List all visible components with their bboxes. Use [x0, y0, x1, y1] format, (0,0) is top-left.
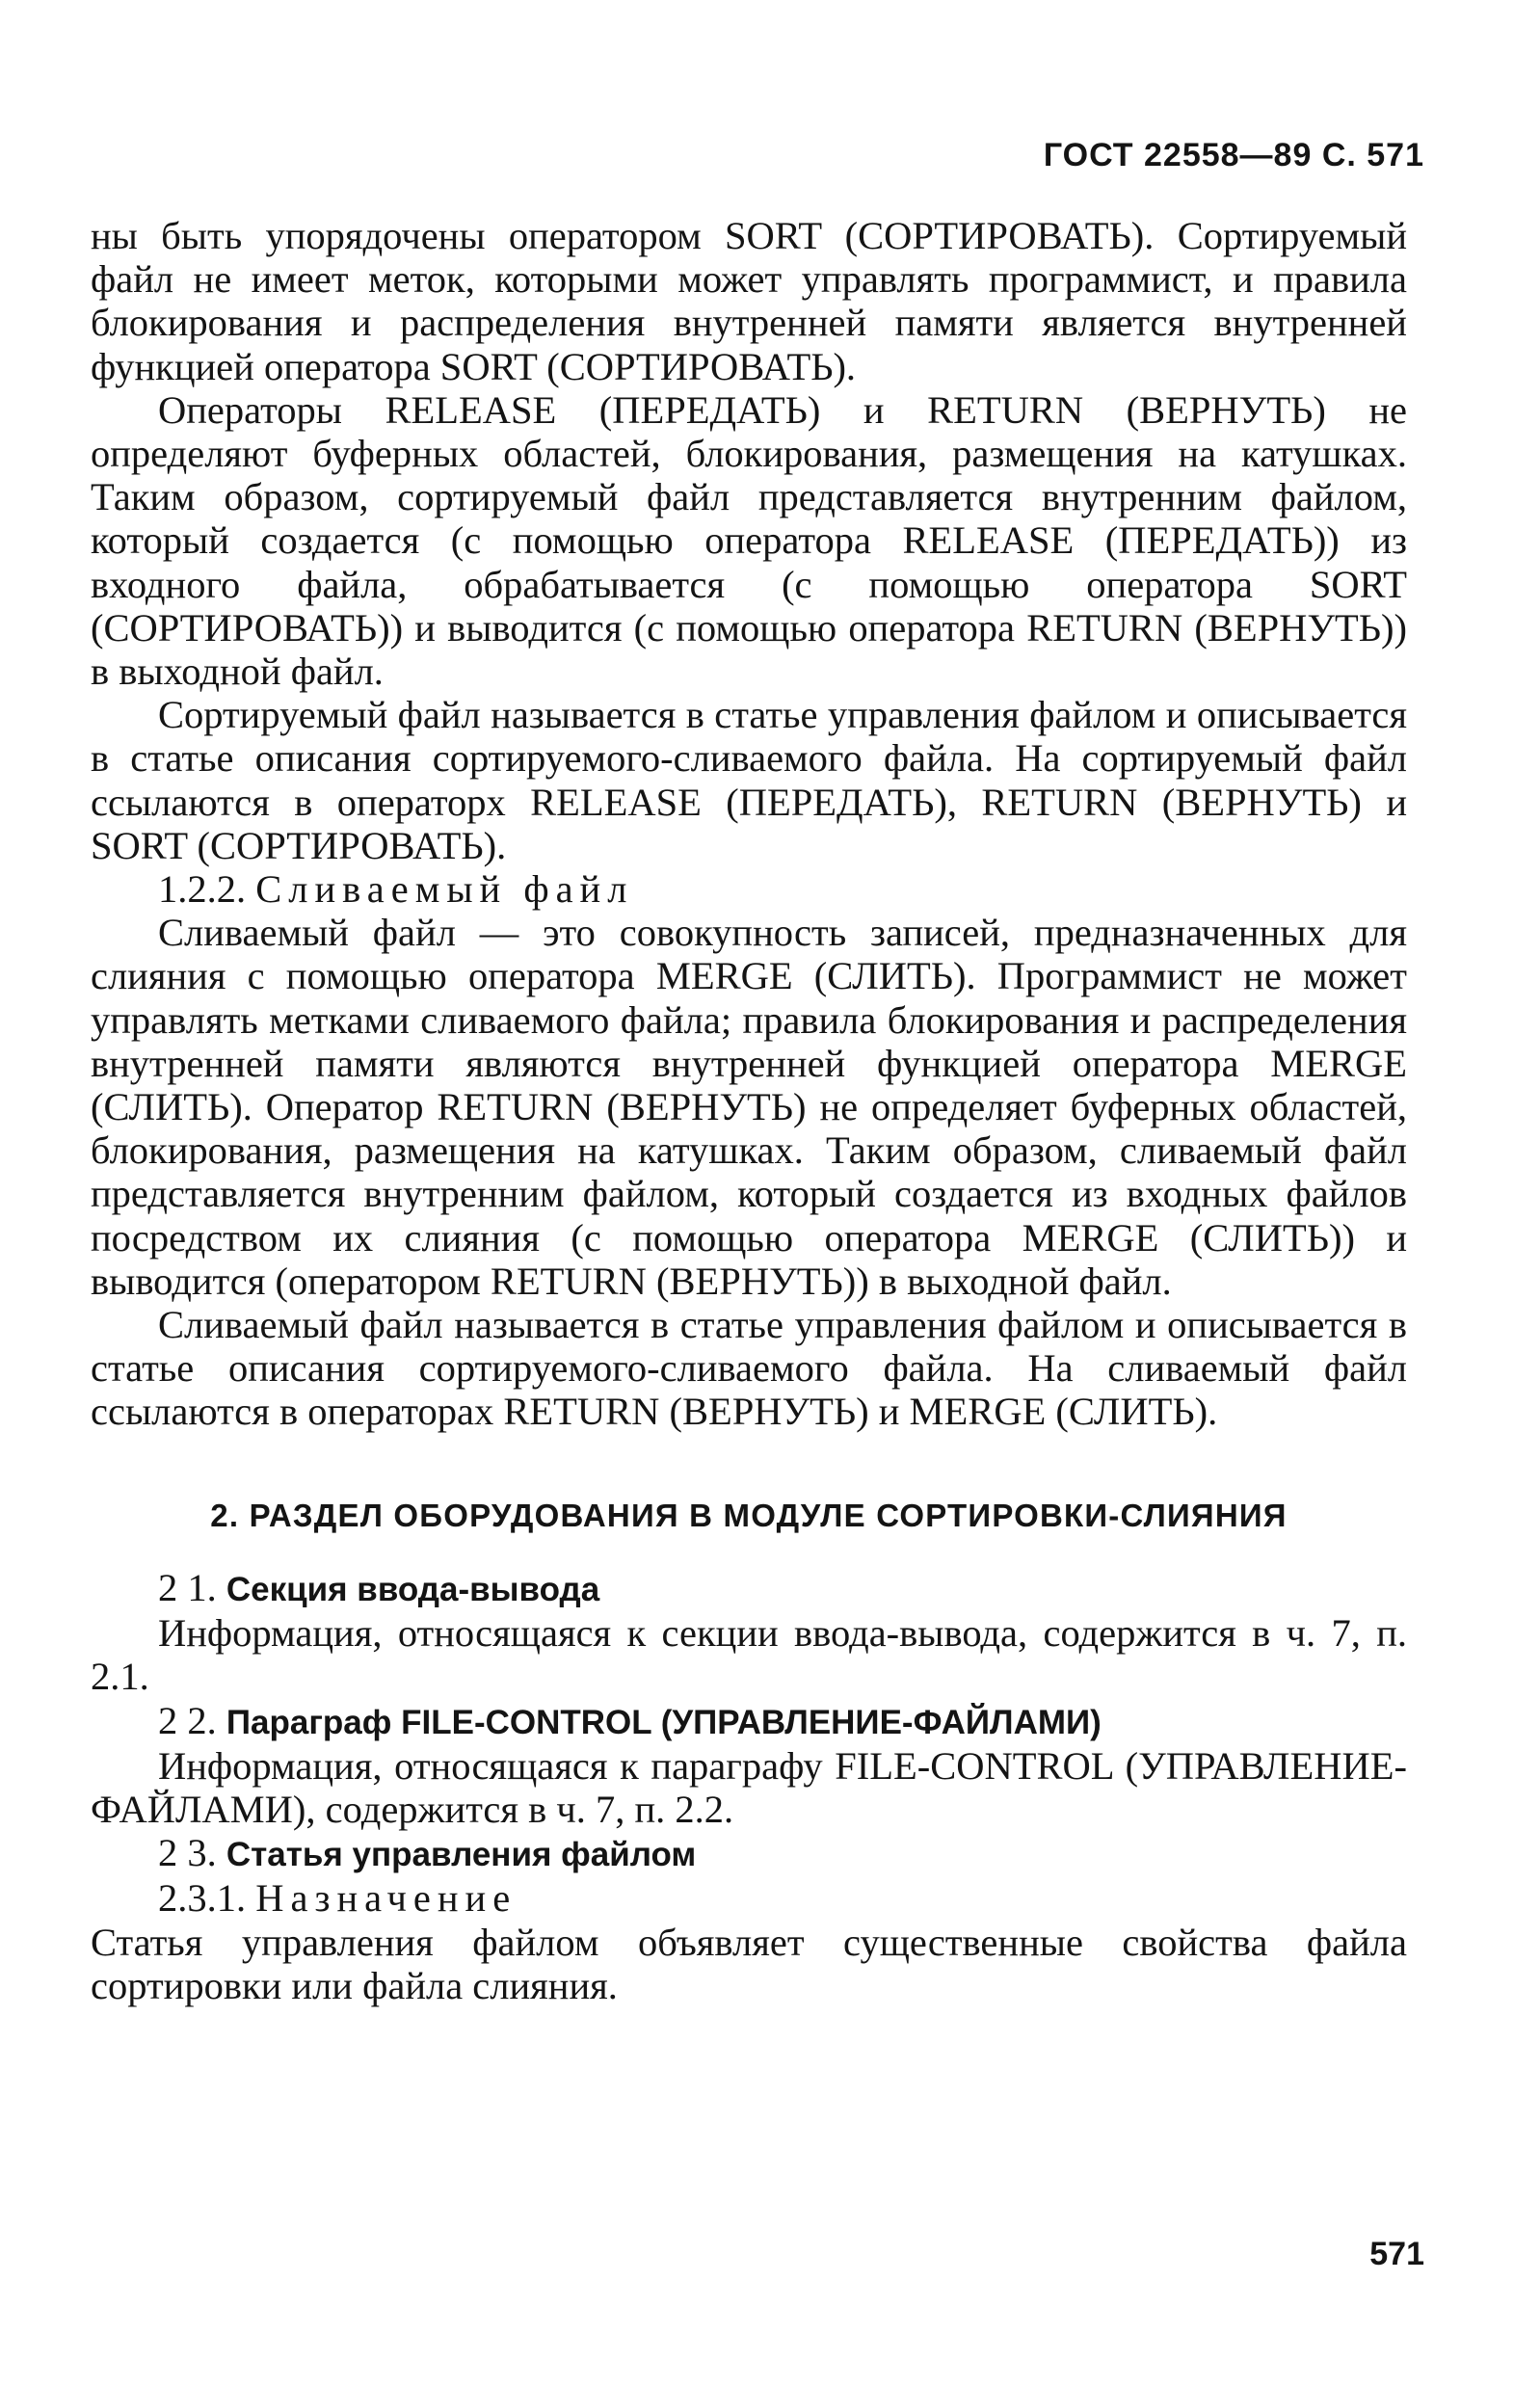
paragraph-sort-file-cont: ны быть упорядочены оператором SORT (СОРТИРОВАТЬ). Сортируемый файл не имеет меток, которыми может управлять программист, и правила блокирования и распределения внутренней памяти является внутренней функцией оператора SORT (СОРТИРОВАТЬ). [91, 214, 1407, 388]
paragraph-sort-file-reference: Сортируемый файл называется в статье управления файлом и описывается в статье описания сортируемого-сливаемого файла. На сортируемый файл ссылаются в операторх RELEASE (ПЕРЕДАТЬ), RETURN (ВЕРНУТЬ) и SORT (СОРТИРОВАТЬ). [91, 693, 1407, 867]
subsection-number: 1.2.2. [158, 867, 247, 912]
subsection-title: Параграф FILE-CONTROL (УПРАВЛЕНИЕ-ФАЙЛАМИ) [226, 1703, 1102, 1741]
subsection-2-3-1-heading [91, 1876, 1407, 1920]
subsection-2-3-1-text: Статья управления файлом объявляет существенные свойства файла сортировки или файла слияния. [91, 1920, 1407, 2007]
subsection-2-3-heading [91, 1831, 1407, 1876]
subsection-number: 2.3.1. [158, 1876, 247, 1921]
running-head: ГОСТ 22558—89 С. 571 [1043, 137, 1424, 173]
paragraph-merge-file-reference: Сливаемый файл называется в статье управления файлом и описывается в статье описания сортируемого-сливаемого файла. На сливаемый файл ссылаются в операторах RETURN (ВЕРНУТЬ) и MERGE (СЛИТЬ). [91, 1303, 1407, 1434]
subsection-number: 2 2. [158, 1698, 217, 1742]
subsection-number: 2 1. [158, 1565, 217, 1609]
subsection-2-1-heading [91, 1566, 1407, 1611]
subsection-2-1-text: Информация, относящаяся к секции ввода-вывода, содержится в ч. 7, п. 2.1. [91, 1611, 1407, 1699]
paragraph-merge-file: Сливаемый файл — это совокупность записей, предназначенных для слияния с помощью оператора MERGE (СЛИТЬ). Программист не может управлять метками сливаемого файла; правила блокирования и распределения внутренней памяти являются внутренней функцией оператора MERGE (СЛИТЬ). Оператор RETURN (ВЕРНУТЬ) не определяет буферных областей, блокирования, размещения на катушках. Таким образом, сливаемый файл представляется внутренним файлом, который создается из входных файлов посредством их слияния (с помощью оператора MERGE (СЛИТЬ)) и выводится (оператором RETURN (ВЕРНУТЬ)) в выходной файл. [91, 911, 1407, 1303]
subsection-title: Статья управления файлом [226, 1836, 697, 1874]
paragraph-release-return: Операторы RELEASE (ПЕРЕДАТЬ) и RETURN (ВЕРНУТЬ) не определяют буферных областей, блокирования, размещения на катушках. Таким образом, сортируемый файл представляется внутренним файлом, который создается (с помощью оператора RELEASE (ПЕРЕДАТЬ)) из входного файла, обрабатывается (с помощью оператора SORT (СОРТИРОВАТЬ)) и выводится (с помощью оператора RETURN (ВЕРНУТЬ)) в выходной файл. [91, 387, 1407, 694]
page-body [91, 214, 1407, 2007]
subsection-number: 2 3. [158, 1831, 217, 1875]
subsection-title: Назначение [255, 1876, 518, 1921]
subsection-1-2-2-heading [91, 867, 1407, 911]
subsection-title: Сливаемый файл [255, 867, 634, 912]
subsection-2-2-text: Информация, относящаяся к параграфу FILE-CONTROL (УПРАВЛЕНИЕ-ФАЙЛАМИ), содержится в ч. 7, п. 2.2. [91, 1743, 1407, 1831]
subsection-title: Секция ввода-вывода [226, 1570, 600, 1608]
page-number: 571 [1369, 2236, 1424, 2272]
subsection-2-2-heading [91, 1699, 1407, 1744]
section-2-title: 2. РАЗДЕЛ ОБОРУДОВАНИЯ В МОДУЛЕ СОРТИРОВКИ-СЛИЯНИЯ [210, 1497, 1288, 1533]
